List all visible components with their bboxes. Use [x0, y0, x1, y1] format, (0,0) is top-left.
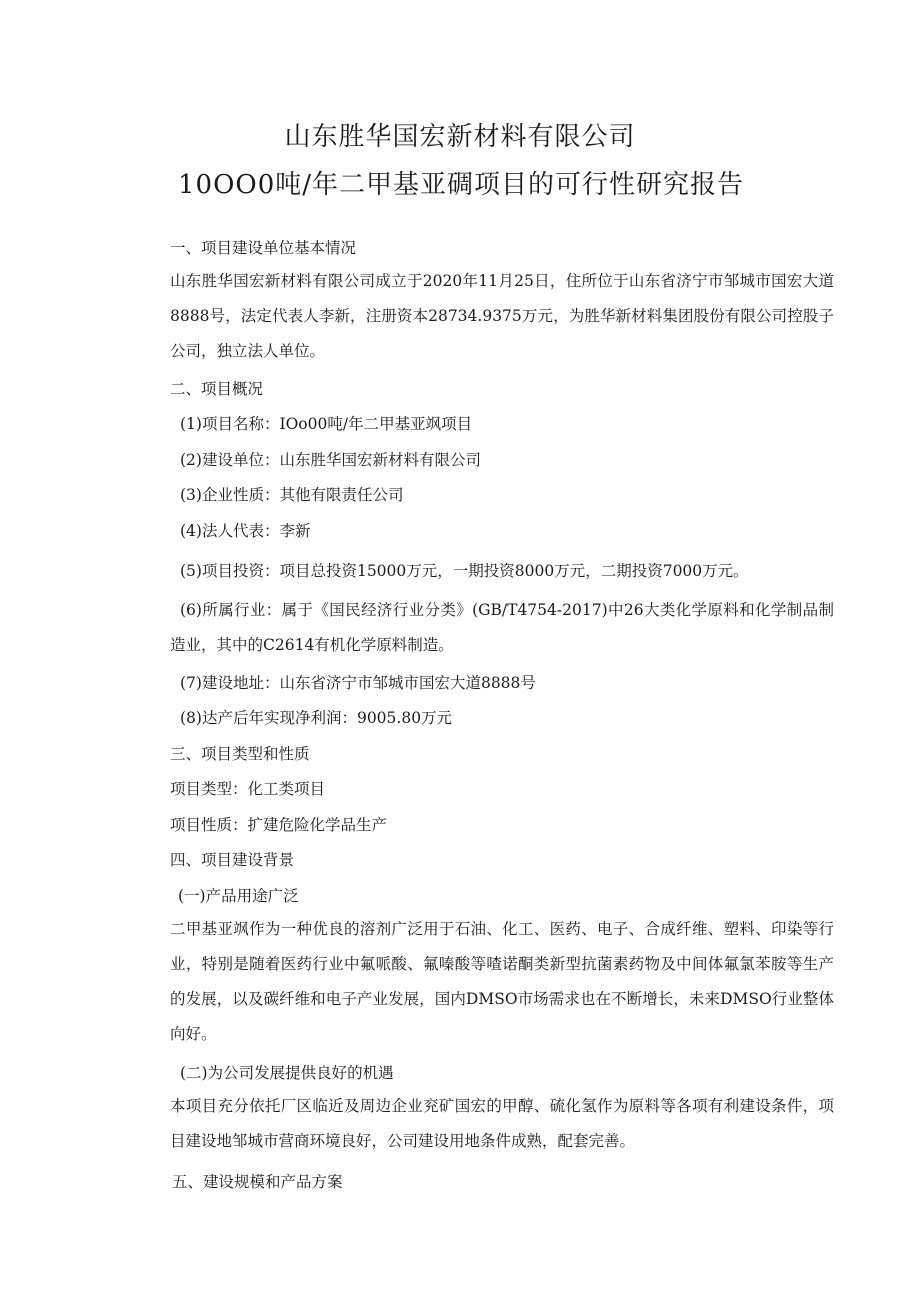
section-1-heading: 一、项目建设单位基本情况 [170, 239, 357, 257]
section-4-heading: 四、项目建设背景 [170, 851, 295, 869]
overview-item-investment: (5)项目投资：项目总投资15000万元，一期投资8000万元，二期投资7000万元。 [180, 562, 749, 580]
title-company: 山东胜华国宏新材料有限公司 [284, 122, 636, 152]
background-paragraph-1: 二甲基亚飒作为一种优良的溶剂广泛用于石油、化工、医药、电子、合成纤维、塑料、印染等行业，特别是随着医药行业中氟哌酸、氟嗪酸等喳诺酮类新型抗菌素药物及中间体氟氯苯胺等生产的发展，以及碳纤维和电子产业发展，国内DMSO市场需求也在不断增长，未来DMSO行业整体向好。 [170, 920, 834, 1043]
project-type: 项目类型：化工类项目 [170, 780, 326, 798]
section-3-heading: 三、项目类型和性质 [170, 745, 310, 763]
overview-item-address: (7)建设地址：山东省济宁市邹城市国宏大道8888号 [180, 674, 536, 692]
overview-item-nature: (3)企业性质：其他有限责任公司 [180, 486, 404, 504]
title-report: 10OO0吨/年二甲基亚碉项目的可行性研究报告 [178, 170, 745, 200]
section-2-heading: 二、项目概况 [170, 380, 264, 398]
section-5-heading: 五、建设规模和产品方案 [172, 1173, 343, 1191]
background-sub-2: (二)为公司发展提供良好的机遇 [180, 1064, 394, 1082]
background-sub-1: (一)产品用途广泛 [178, 887, 299, 905]
background-paragraph-2: 本项目充分依托厂区临近及周边企业兖矿国宏的甲醇、硫化氢作为原料等各项有利建设条件，项目建设地邹城市营商环境良好，公司建设用地条件成熟，配套完善。 [170, 1097, 834, 1150]
section-1-paragraph: 山东胜华国宏新材料有限公司成立于2020年11月25日，住所位于山东省济宁市邹城市国宏大道8888号，法定代表人李新，注册资本28734.9375万元，为胜华新材料集团股份有限公司控股子公司，独立法人单位。 [170, 272, 834, 360]
overview-item-name: (1)项目名称：IOo00吨/年二甲基亚飒项目 [180, 415, 473, 433]
overview-item-industry: (6)所属行业：属于《国民经济行业分类》(GB/T4754-2017)中26大类化学原料和化学制品制造业，其中的C2614有机化学原料制造。 [170, 601, 834, 654]
overview-item-legal-rep: (4)法人代表：李新 [180, 522, 311, 540]
overview-item-builder: (2)建设单位：山东胜华国宏新材料有限公司 [180, 451, 481, 469]
project-nature: 项目性质：扩建危险化学品生产 [170, 816, 388, 834]
overview-item-profit: (8)达产后年实现净利润：9005.80万元 [180, 709, 453, 727]
